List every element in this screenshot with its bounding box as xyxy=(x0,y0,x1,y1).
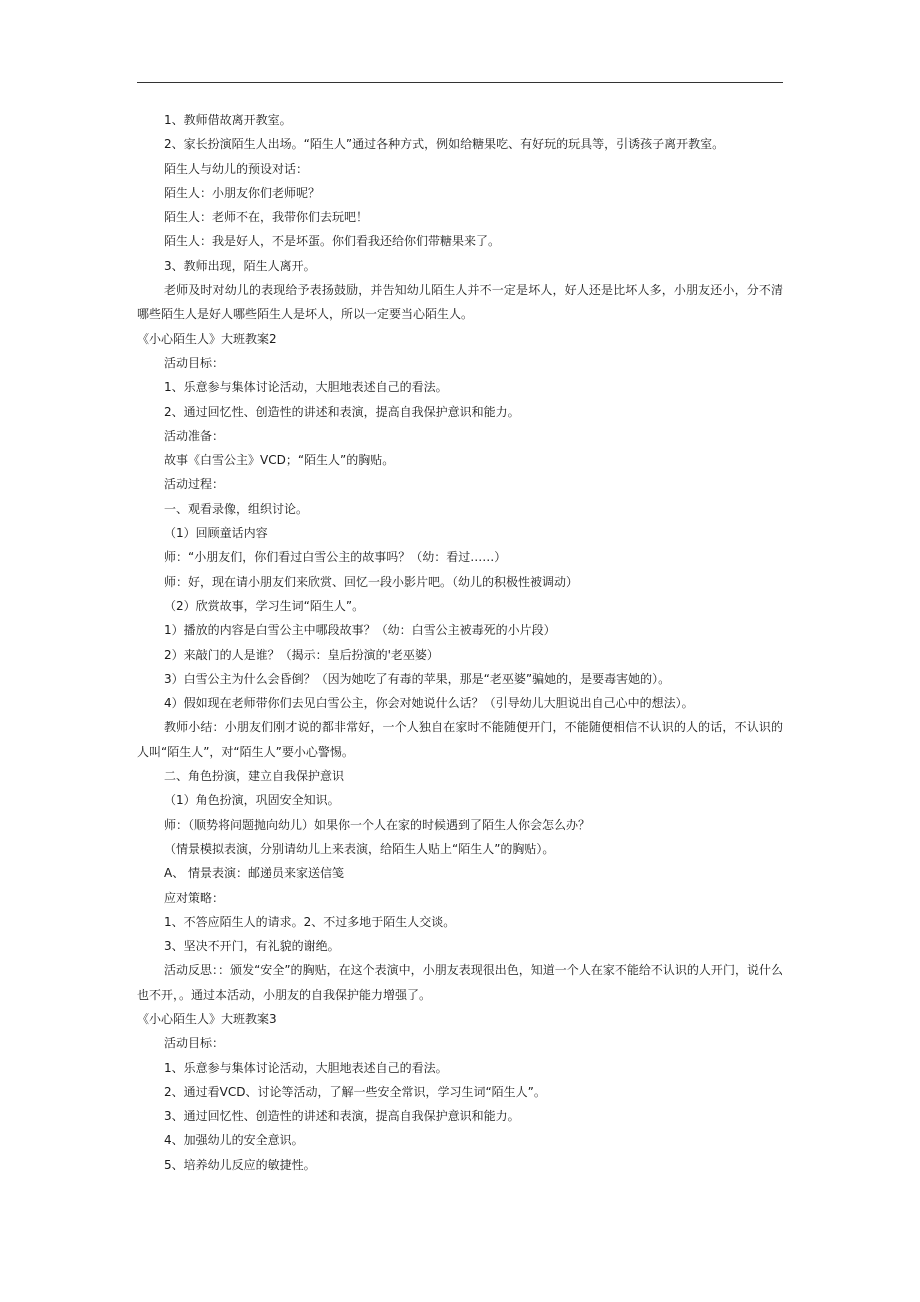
section-heading: 《小心陌生人》大班教案3 xyxy=(137,1011,277,1026)
paragraph: （1）角色扮演，巩固安全知识。 xyxy=(164,793,340,808)
paragraph: 师：好，现在请小朋友们来欣赏、回忆一段小影片吧。（幼儿的积极性被调动） xyxy=(164,574,579,589)
paragraph: 2、通过看VCD、讨论等活动，了解一些安全常识，学习生词“陌生人”。 xyxy=(164,1084,546,1099)
paragraph: 活动准备： xyxy=(164,428,225,443)
paragraph: 3、教师出现，陌生人离开。 xyxy=(164,258,316,273)
paragraph: 教师小结：小朋友们刚才说的都非常好，一个人独自在家时不能随便开门，不能随便相信不认识的人的话，不认识的人叫“陌生人”，对“陌生人”要小心警惕。 xyxy=(137,720,783,759)
paragraph: 老师及时对幼儿的表现给予表扬鼓励，并告知幼儿陌生人并不一定是坏人，好人还是比坏人多，小朋友还小，分不清哪些陌生人是好人哪些陌生人是坏人，所以一定要当心陌生人。 xyxy=(137,283,783,322)
paragraph: 1、教师借故离开教室。 xyxy=(164,113,292,127)
paragraph: 应对策略： xyxy=(164,890,225,905)
paragraph: 师：（顺势将问题抛向幼儿）如果你一个人在家的时候遇到了陌生人你会怎么办？ xyxy=(164,817,591,832)
paragraph: 陌生人与幼儿的预设对话： xyxy=(164,161,309,176)
paragraph: A、 情景表演：邮递员来家送信笺 xyxy=(164,866,345,881)
paragraph: 4）假如现在老师带你们去见白雪公主，你会对她说什么话？（引导幼儿大胆说出自己心中的想法）。 xyxy=(164,696,694,711)
paragraph: （情景模拟表演，分别请幼儿上来表演，给陌生人贴上“陌生人”的胸贴）。 xyxy=(164,841,555,856)
paragraph: 1、不答应陌生人的请求。2、不过多地于陌生人交谈。 xyxy=(164,914,456,929)
paragraph: 1、乐意参与集体讨论活动，大胆地表述自己的看法。 xyxy=(164,380,448,395)
header-rule xyxy=(137,82,783,83)
paragraph: 故事《白雪公主》VCD；“陌生人”的胸贴。 xyxy=(164,453,395,468)
paragraph: （2）欣赏故事，学习生词“陌生人”。 xyxy=(164,598,365,613)
section-heading: 《小心陌生人》大班教案2 xyxy=(137,331,277,346)
paragraph: 3、通过回忆性、创造性的讲述和表演，提高自我保护意识和能力。 xyxy=(164,1109,520,1124)
paragraph: 2、家长扮演陌生人出场。“陌生人”通过各种方式，例如给糖果吃、有好玩的玩具等，引诱孩子离开教室。 xyxy=(164,137,725,152)
paragraph: 活动反思：：颁发“安全”的胸贴，在这个表演中，小朋友表现很出色，知道一个人在家不能给不认识的人开门，说什么也不开，。通过本活动，小朋友的自我保护能力增强了。 xyxy=(137,963,783,1002)
paragraph: 陌生人：我是好人，不是坏蛋。你们看我还给你们带糖果来了。 xyxy=(164,234,501,249)
paragraph: 陌生人：小朋友你们老师呢？ xyxy=(164,185,321,200)
paragraph: 陌生人：老师不在，我带你们去玩吧！ xyxy=(164,210,369,225)
paragraph: 2、通过回忆性、创造性的讲述和表演，提高自我保护意识和能力。 xyxy=(164,404,520,419)
paragraph: 一、观看录像，组织讨论。 xyxy=(164,501,309,516)
paragraph: 活动目标： xyxy=(164,1036,225,1051)
paragraph: 2）来敲门的人是谁？（揭示：皇后扮演的'老巫婆） xyxy=(164,647,439,662)
paragraph: 1、乐意参与集体讨论活动，大胆地表述自己的看法。 xyxy=(164,1060,448,1075)
paragraph: 1）播放的内容是白雪公主中哪段故事？（幼：白雪公主被毒死的小片段） xyxy=(164,623,556,638)
paragraph: 师：“小朋友们，你们看过白雪公主的故事吗？（幼：看过……） xyxy=(164,550,507,565)
paragraph: 4、加强幼儿的安全意识。 xyxy=(164,1133,304,1148)
paragraph: （1）回顾童话内容 xyxy=(164,526,268,541)
paragraph: 3、坚决不开门，有礼貌的谢绝。 xyxy=(164,939,340,954)
paragraph: 二、角色扮演，建立自我保护意识 xyxy=(164,769,345,784)
paragraph: 3）白雪公主为什么会昏倒？（因为她吃了有毒的苹果，那是“老巫婆”骗她的，是要毒害她的）。 xyxy=(164,671,671,686)
paragraph: 活动目标： xyxy=(164,355,225,370)
paragraph: 5、培养幼儿反应的敏捷性。 xyxy=(164,1157,316,1172)
paragraph: 活动过程： xyxy=(164,477,225,492)
document-body xyxy=(137,108,783,1177)
